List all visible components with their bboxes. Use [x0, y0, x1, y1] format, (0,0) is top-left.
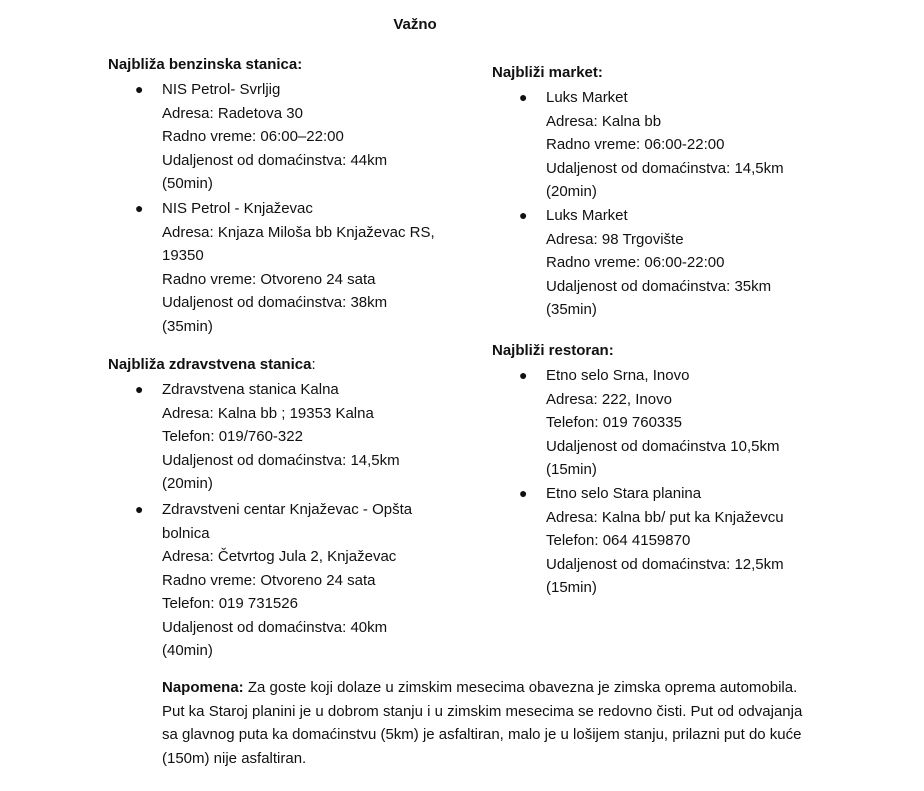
bullet-icon: ● — [519, 485, 528, 501]
entry-line: Udaljenost od domaćinstva 10,5km (15min) — [546, 437, 780, 478]
entry-line: Radno vreme: Otvoreno 24 sata — [162, 571, 376, 589]
entry-line: Radno vreme: 06:00-22:00 — [546, 136, 725, 153]
restaurant-item-2 — [519, 482, 836, 600]
entry-name: Luks Market — [546, 207, 628, 224]
entry-name: NIS Petrol- Svrljig — [162, 81, 281, 98]
entry-line: Udaljenost od domaćinstva: 40km (40min) — [162, 618, 388, 659]
entry-line: Adresa: 222, Inovo — [546, 390, 672, 408]
entry-line: Udaljenost od domaćinstva: 12,5km (15min) — [546, 555, 784, 596]
restaurant-item-1 — [519, 364, 836, 482]
entry-line: Adresa: 98 Trgovište — [546, 230, 684, 248]
entry-line: Adresa: Radetova 30 — [162, 104, 303, 122]
market-item-1 — [519, 86, 836, 204]
entry-line: Radno vreme: Otvoreno 24 sata — [162, 270, 376, 288]
fuel-heading: Najbliža benzinska stanica: — [108, 56, 303, 73]
entry-name: Zdravstveni centar Knjaževac - Opšta bolnica — [162, 501, 413, 542]
bullet-icon: ● — [519, 89, 528, 105]
entry-line: Adresa: Kalna bb ; 19353 Kalna — [162, 404, 374, 422]
bullet-icon: ● — [135, 200, 144, 216]
market-heading: Najbliži market: — [492, 64, 603, 81]
entry-line: Telefon: 019 731526 — [162, 595, 298, 612]
entry-line: Telefon: 019/760‑322 — [162, 428, 303, 445]
entry-line: Udaljenost od domaćinstva: 14,5km (20min) — [546, 159, 784, 200]
fuel-item-1 — [135, 78, 452, 196]
health-heading-colon: : — [311, 356, 316, 373]
entry-name: Etno selo Srna, Inovo — [546, 367, 690, 384]
entry-line: Udaljenost od domaćinstva: 38km (35min) — [162, 294, 388, 335]
bullet-icon: ● — [135, 501, 144, 517]
entry-line: Adresa: Kalna bb — [546, 112, 662, 130]
restaurant-heading: Najbliži restoran: — [492, 342, 614, 359]
note-text: Za goste koji dolaze u zimskim mesecima obavezna je zimska oprema automobila. Put ka Staroj planini je u dobrom stanju i u zimskim mesecima se redovno čisti. Put od odvajanja sa glavnog puta ka domaćinstvu (5km) je asfaltiran, malo je u lošijem stanju, prilazni put do kuće (150m) nije asfaltiran. — [162, 679, 803, 767]
entry-name: Zdravstvena stanica Kalna — [162, 381, 339, 398]
entry-line: Adresa: Četvrtog Jula 2, Knjaževac — [162, 548, 397, 565]
health-item-1 — [135, 378, 452, 496]
entry-line: Udaljenost od domaćinstva: 35km (35min) — [546, 277, 772, 318]
entry-line: Radno vreme: 06:00–22:00 — [162, 128, 344, 145]
bullet-icon: ● — [519, 207, 528, 223]
bullet-icon: ● — [135, 81, 144, 97]
health-heading-text: Najbliža zdravstvena stanica — [108, 356, 312, 373]
entry-line: Udaljenost od domaćinstva: 44km (50min) — [162, 151, 388, 192]
entry-name: Etno selo Stara planina — [546, 485, 702, 502]
entry-line: Udaljenost od domaćinstva: 14,5km (20min) — [162, 451, 400, 492]
health-heading — [108, 356, 316, 373]
entry-line: Adresa: Kalna bb/ put ka Knjaževcu — [546, 508, 784, 526]
note-label: Napomena: — [162, 679, 244, 696]
entry-line: Radno vreme: 06:00-22:00 — [546, 254, 725, 271]
entry-line: Telefon: 064 4159870 — [546, 532, 691, 549]
entry-line: Telefon: 019 760335 — [546, 414, 682, 431]
note-paragraph — [162, 676, 822, 770]
entry-line: Adresa: Knjaza Miloša bb Knjaževac RS, 19350 — [162, 223, 435, 264]
entry-name: NIS Petrol - Knjaževac — [162, 200, 313, 217]
entry-name: Luks Market — [546, 89, 628, 106]
page-title: Važno — [393, 16, 437, 33]
market-item-2 — [519, 204, 836, 322]
bullet-icon: ● — [135, 381, 144, 397]
bullet-icon: ● — [519, 367, 528, 383]
health-item-2 — [135, 498, 452, 663]
fuel-item-2 — [135, 197, 452, 338]
